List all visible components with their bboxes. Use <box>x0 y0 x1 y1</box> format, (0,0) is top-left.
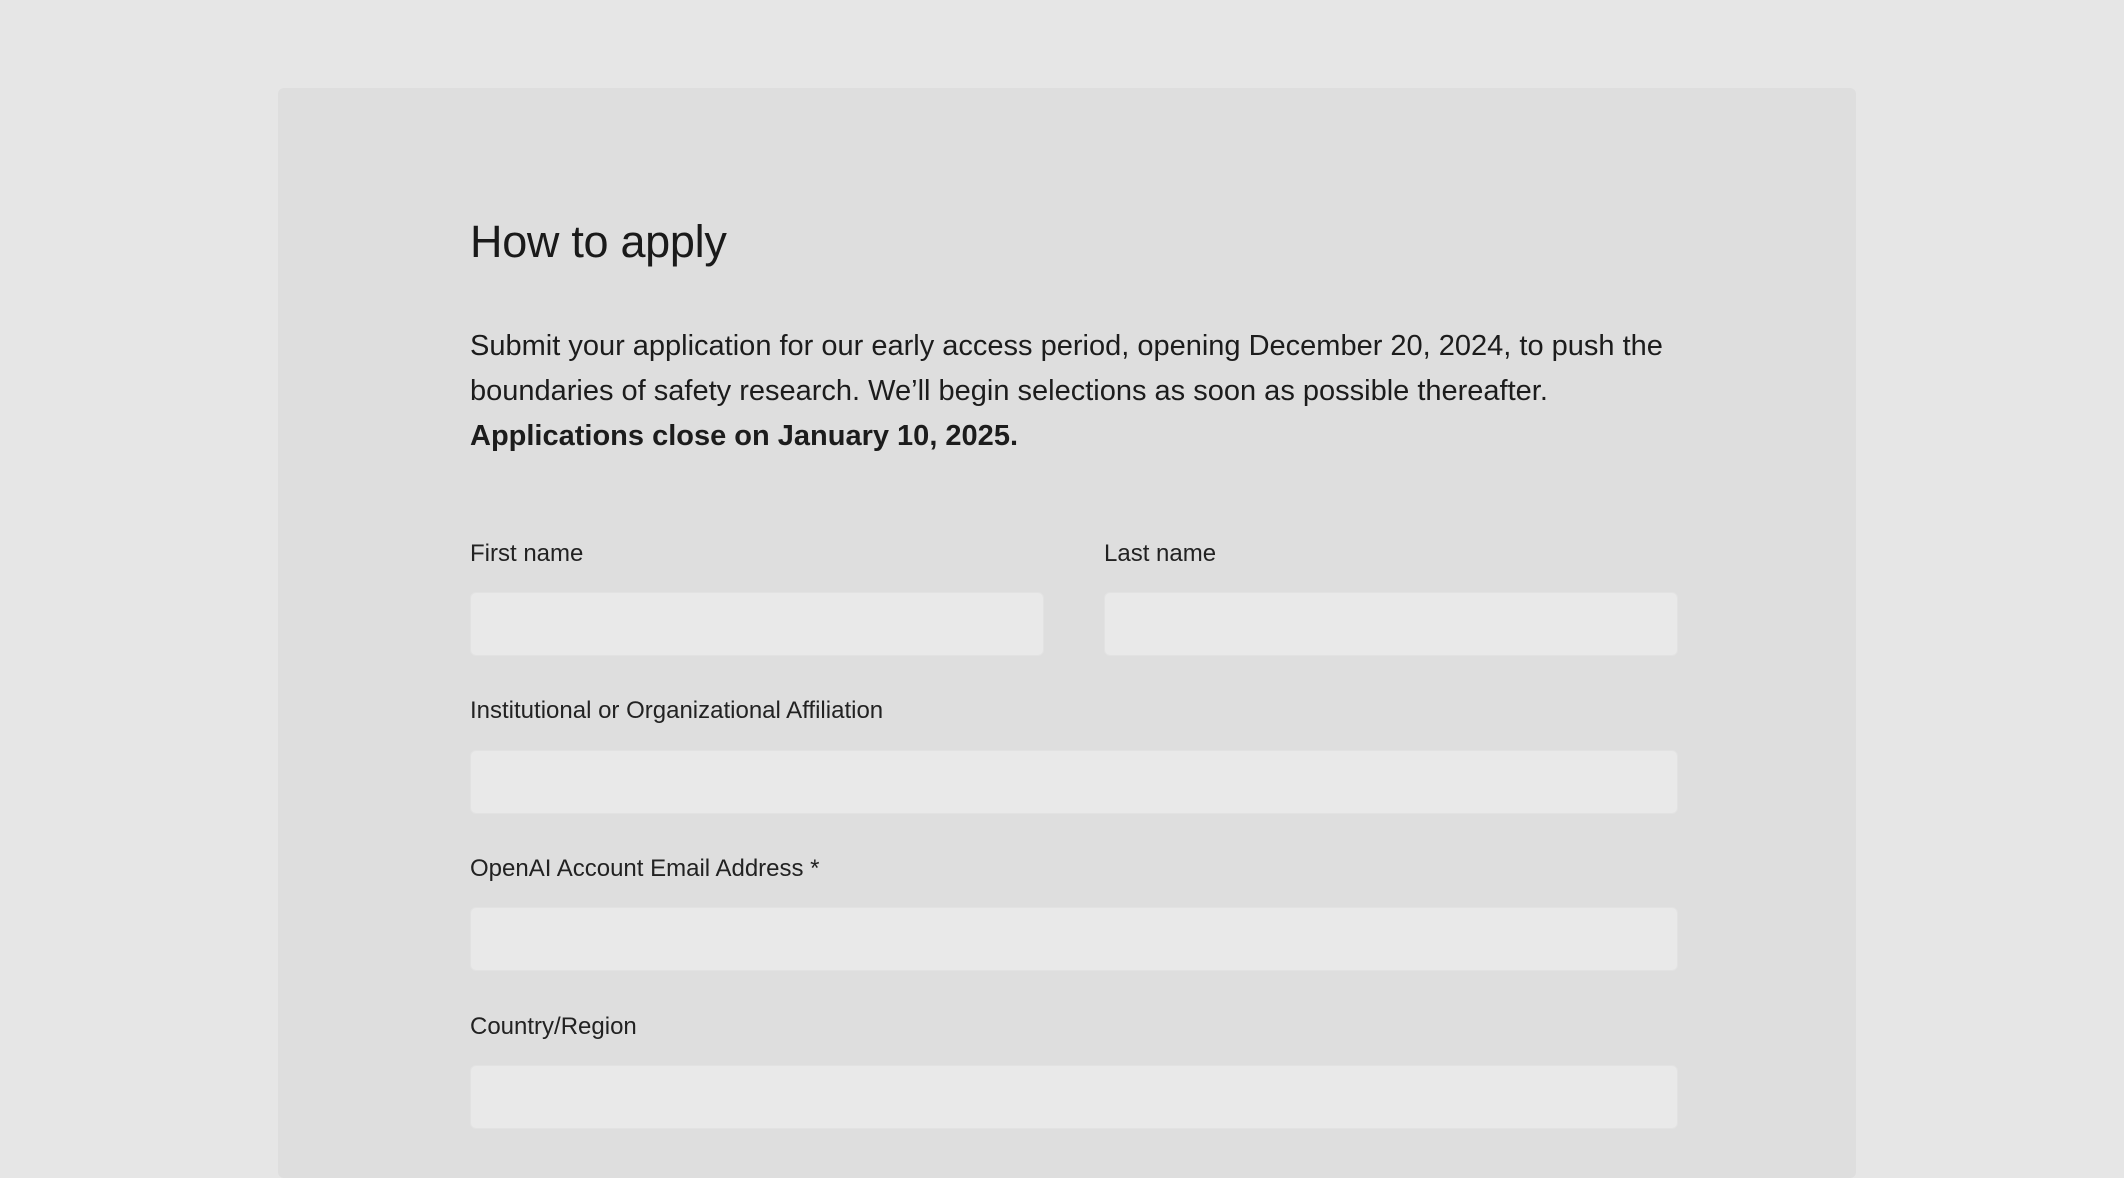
email-label: OpenAI Account Email Address * <box>470 855 820 882</box>
country-input[interactable] <box>470 1065 1678 1129</box>
email-input[interactable] <box>470 907 1678 971</box>
section-heading: How to apply <box>470 216 727 267</box>
intro-paragraph <box>470 324 1678 459</box>
affiliation-input[interactable] <box>470 750 1678 814</box>
affiliation-label: Institutional or Organizational Affiliation <box>470 697 884 724</box>
deadline-notice: Applications close on January 10, 2025. <box>470 420 1018 452</box>
last-name-label: Last name <box>1104 540 1217 567</box>
last-name-input[interactable] <box>1104 592 1678 656</box>
country-label: Country/Region <box>470 1013 637 1040</box>
first-name-label: First name <box>470 540 584 567</box>
first-name-input[interactable] <box>470 592 1044 656</box>
intro-text: Submit your application for our early access period, opening December 20, 2024, to push the boundaries of safety research. We’ll begin selections as soon as possible thereafter. <box>470 330 1663 407</box>
